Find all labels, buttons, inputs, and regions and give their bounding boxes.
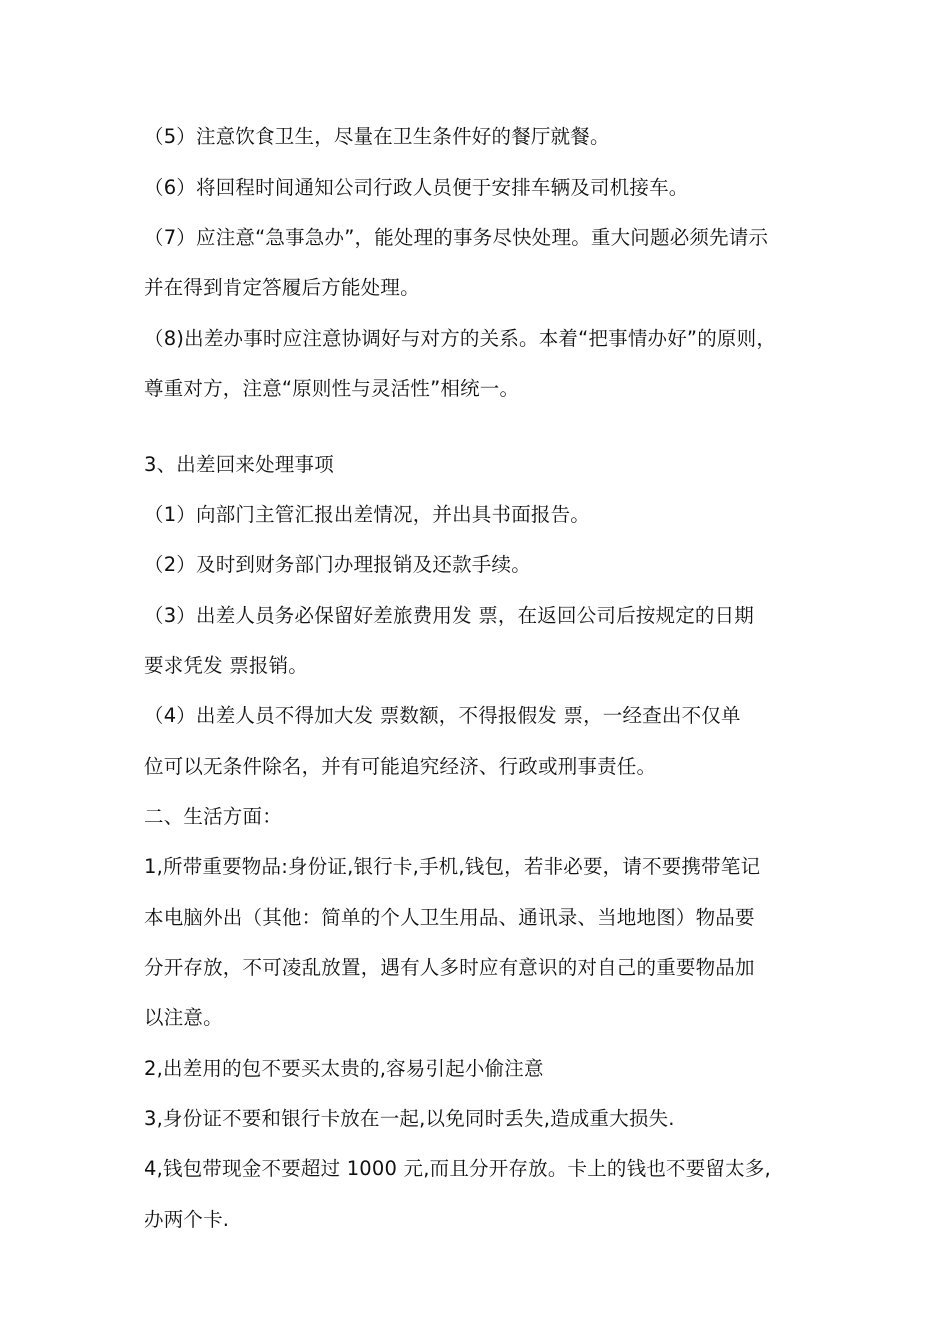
text-line-item-7-cont: 并在得到肯定答履后方能处理。	[144, 276, 420, 299]
text-line-return-3-cont: 要求凭发 票报销。	[144, 654, 308, 677]
text-line-life-1-cont-b: 分开存放，不可凌乱放置，遇有人多时应有意识的对自己的重要物品加	[144, 956, 755, 979]
text-line-return-4: （4）出差人员不得加大发 票数额，不得报假发 票，一经查出不仅单	[144, 704, 741, 727]
text-line-item-8: （8)出差办事时应注意协调好与对方的关系。本着“把事情办好”的原则，	[144, 327, 777, 350]
text-line-item-7: （7）应注意“急事急办”，能处理的事务尽快处理。重大问题必须先请示	[144, 226, 769, 249]
section-heading-life: 二、生活方面：	[144, 805, 282, 828]
text-line-life-4: 4,钱包带现金不要超过 1000 元,而且分开存放。卡上的钱也不要留太多,	[144, 1157, 771, 1180]
text-line-life-1-cont-c: 以注意。	[144, 1006, 223, 1029]
text-line-life-3: 3,身份证不要和银行卡放在一起,以免同时丢失,造成重大损失.	[144, 1107, 675, 1130]
text-line-item-8-cont: 尊重对方，注意“原则性与灵活性”相统一。	[144, 377, 520, 400]
text-line-return-1: （1）向部门主管汇报出差情况，并出具书面报告。	[144, 503, 591, 526]
text-line-return-4-cont: 位可以无条件除名，并有可能追究经济、行政或刑事责任。	[144, 755, 657, 778]
text-line-life-2: 2,出差用的包不要买太贵的,容易引起小偷注意	[144, 1057, 544, 1080]
text-line-life-1-cont-a: 本电脑外出（其他：简单的个人卫生用品、通讯录、当地地图）物品要	[144, 906, 755, 929]
text-line-life-4-cont: 办两个卡.	[144, 1208, 230, 1231]
section-heading-return-matters: 3、出差回来处理事项	[144, 453, 334, 476]
text-line-item-6: （6）将回程时间通知公司行政人员便于安排车辆及司机接车。	[144, 176, 689, 199]
text-line-return-3: （3）出差人员务必保留好差旅费用发 票，在返回公司后按规定的日期	[144, 604, 755, 627]
text-line-life-1: 1,所带重要物品:身份证,银行卡,手机,钱包，若非必要，请不要携带笔记	[144, 855, 761, 878]
text-line-return-2: （2）及时到财务部门办理报销及还款手续。	[144, 553, 531, 576]
text-line-item-5: （5）注意饮食卫生，尽量在卫生条件好的餐厅就餐。	[144, 125, 610, 148]
